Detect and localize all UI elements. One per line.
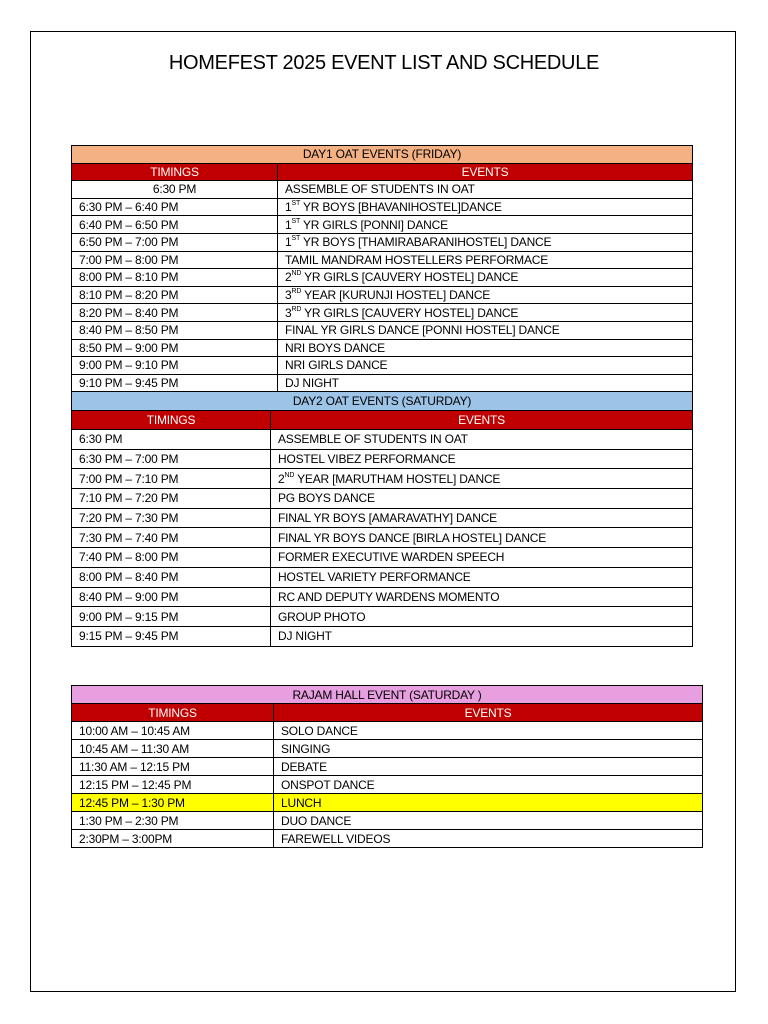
event-text: NRI GIRLS DANCE — [285, 358, 388, 373]
event-cell — [278, 181, 693, 199]
event-cell: DUO DANCE — [274, 812, 703, 830]
event-text: TAMIL MANDRAM HOSTELLERS PERFORMACE — [285, 252, 549, 267]
day2-events-header: EVENTS — [271, 411, 693, 430]
event-text: 3 — [285, 305, 292, 320]
time-cell: 6:30 PM — [72, 430, 271, 450]
time-cell: 8:00 PM – 8:40 PM — [72, 567, 271, 587]
event-cell — [278, 357, 693, 375]
hall-header-row — [72, 704, 703, 722]
table-row — [72, 812, 703, 830]
event-text: FINAL YR BOYS DANCE [BIRLA HOSTEL] DANCE — [278, 530, 547, 545]
time-cell: 9:00 PM – 9:15 PM — [72, 607, 271, 627]
table-row — [72, 216, 693, 234]
day1-timings-header: TIMINGS — [72, 163, 278, 181]
time-cell: 11:30 AM – 12:15 PM — [72, 758, 274, 776]
time-cell: 6:50 PM – 7:00 PM — [72, 233, 278, 251]
hall-heading: RAJAM HALL EVENT (SATURDAY ) — [72, 686, 703, 704]
event-cell — [278, 233, 693, 251]
table-row — [72, 251, 693, 269]
time-cell: 9:15 PM – 9:45 PM — [72, 626, 271, 646]
event-cell — [271, 528, 693, 548]
event-text: ASSEMBLE OF STUDENTS IN OAT — [278, 432, 468, 447]
time-cell: 8:10 PM – 8:20 PM — [72, 286, 278, 304]
table-row — [72, 567, 693, 587]
time-cell: 7:30 PM – 7:40 PM — [72, 528, 271, 548]
event-cell — [278, 198, 693, 216]
ordinal-suffix: ND — [291, 270, 302, 278]
table-row — [72, 776, 703, 794]
day2-timings-header: TIMINGS — [72, 411, 271, 430]
event-text: ASSEMBLE OF STUDENTS IN OAT — [285, 182, 475, 197]
table-row — [72, 304, 693, 322]
day1-section-row — [72, 146, 693, 164]
event-text: HOSTEL VIBEZ PERFORMANCE — [278, 452, 456, 467]
page-title: HOMEFEST 2025 EVENT LIST AND SCHEDULE — [168, 52, 600, 74]
event-cell — [278, 339, 693, 357]
day1-heading: DAY1 OAT EVENTS (FRIDAY) — [72, 146, 693, 164]
time-cell: 8:20 PM – 8:40 PM — [72, 304, 278, 322]
ordinal-suffix: ND — [284, 471, 295, 479]
table-row — [72, 548, 693, 568]
table-row — [72, 339, 693, 357]
table-row — [72, 508, 693, 528]
event-cell — [278, 216, 693, 234]
ordinal-suffix: ST — [291, 235, 301, 243]
event-text: 1 — [285, 235, 292, 250]
table-row — [72, 233, 693, 251]
event-text: RC AND DEPUTY WARDENS MOMENTO — [278, 589, 500, 604]
event-cell — [271, 508, 693, 528]
event-text-rest: YEAR [KURUNJI HOSTEL] DANCE — [301, 288, 491, 303]
ordinal-suffix: ST — [291, 217, 301, 225]
event-cell — [278, 251, 693, 269]
day2-header-row — [72, 411, 693, 430]
event-cell — [271, 469, 693, 489]
table-row — [72, 286, 693, 304]
event-cell — [278, 304, 693, 322]
ordinal-suffix: RD — [291, 305, 302, 313]
event-text-rest: YEAR [MARUTHAM HOSTEL] DANCE — [294, 471, 501, 486]
time-cell: 7:00 PM – 8:00 PM — [72, 251, 278, 269]
time-cell: 9:10 PM – 9:45 PM — [72, 374, 278, 392]
event-text-rest: YR GIRLS [CAUVERY HOSTEL] DANCE — [301, 270, 519, 285]
event-cell: SOLO DANCE — [274, 722, 703, 740]
time-cell: 2:30PM – 3:00PM — [72, 830, 274, 848]
event-text: NRI BOYS DANCE — [285, 340, 385, 355]
event-text: PG BOYS DANCE — [278, 491, 375, 506]
day1-table-body — [72, 146, 693, 392]
time-cell: 6:30 PM – 7:00 PM — [72, 449, 271, 469]
event-cell — [278, 374, 693, 392]
time-cell: 8:00 PM – 8:10 PM — [72, 269, 278, 287]
event-text: DJ NIGHT — [285, 376, 339, 391]
event-text: 3 — [285, 288, 292, 303]
event-text: FINAL YR GIRLS DANCE [PONNI HOSTEL] DANCE — [285, 323, 560, 338]
event-cell — [278, 286, 693, 304]
event-cell — [271, 626, 693, 646]
table-row — [72, 357, 693, 375]
event-cell: SINGING — [274, 740, 703, 758]
event-text: 2 — [278, 471, 285, 486]
rajam-hall-schedule-table — [71, 685, 703, 848]
event-text: FINAL YR BOYS [AMARAVATHY] DANCE — [278, 511, 497, 526]
time-cell: 7:00 PM – 7:10 PM — [72, 469, 271, 489]
table-row — [72, 269, 693, 287]
table-row — [72, 430, 693, 450]
event-text: DJ NIGHT — [278, 629, 332, 644]
table-row — [72, 489, 693, 509]
event-cell — [271, 548, 693, 568]
time-cell: 6:30 PM — [72, 181, 278, 199]
hall-section-row — [72, 686, 703, 704]
table-row — [72, 587, 693, 607]
table-row — [72, 794, 703, 812]
table-row — [72, 449, 693, 469]
event-text: HOSTEL VARIETY PERFORMANCE — [278, 570, 471, 585]
table-row — [72, 626, 693, 646]
event-cell — [271, 430, 693, 450]
event-text: 2 — [285, 270, 292, 285]
event-cell: ONSPOT DANCE — [274, 776, 703, 794]
table-row — [72, 181, 693, 199]
time-cell: 12:15 PM – 12:45 PM — [72, 776, 274, 794]
table-row — [72, 722, 703, 740]
time-cell: 8:40 PM – 8:50 PM — [72, 321, 278, 339]
time-cell: 7:20 PM – 7:30 PM — [72, 508, 271, 528]
day2-heading: DAY2 OAT EVENTS (SATURDAY) — [72, 392, 693, 411]
time-cell: 10:00 AM – 10:45 AM — [72, 722, 274, 740]
day1-events-header: EVENTS — [278, 163, 693, 181]
table-row — [72, 469, 693, 489]
event-text: 1 — [285, 217, 292, 232]
time-cell: 12:45 PM – 1:30 PM — [72, 794, 274, 812]
day1-header-row — [72, 163, 693, 181]
event-text-rest: YR GIRLS [PONNI] DANCE — [300, 217, 448, 232]
hall-table-body — [72, 686, 703, 848]
time-cell: 1:30 PM – 2:30 PM — [72, 812, 274, 830]
event-text-rest: YR BOYS [BHAVANIHOSTEL]DANCE — [300, 200, 502, 215]
table-row — [72, 830, 703, 848]
hall-events-header: EVENTS — [274, 704, 703, 722]
time-cell: 6:30 PM – 6:40 PM — [72, 198, 278, 216]
hall-timings-header: TIMINGS — [72, 704, 274, 722]
time-cell: 7:10 PM – 7:20 PM — [72, 489, 271, 509]
time-cell: 9:00 PM – 9:10 PM — [72, 357, 278, 375]
day2-table-body — [72, 392, 693, 647]
event-text-rest: YR BOYS [THAMIRABARANIHOSTEL] DANCE — [300, 235, 552, 250]
table-row — [72, 374, 693, 392]
time-cell: 8:50 PM – 9:00 PM — [72, 339, 278, 357]
event-cell: DEBATE — [274, 758, 703, 776]
event-cell — [278, 321, 693, 339]
event-cell — [271, 567, 693, 587]
table-row — [72, 740, 703, 758]
day2-schedule-table — [71, 391, 693, 647]
event-text-rest: YR GIRLS [CAUVERY HOSTEL] DANCE — [301, 305, 519, 320]
table-row — [72, 198, 693, 216]
event-text: 1 — [285, 200, 292, 215]
event-text: GROUP PHOTO — [278, 609, 366, 624]
event-cell — [271, 587, 693, 607]
table-row — [72, 321, 693, 339]
event-cell — [271, 607, 693, 627]
event-cell: FAREWELL VIDEOS — [274, 830, 703, 848]
day1-schedule-table — [71, 145, 693, 392]
event-cell — [271, 449, 693, 469]
event-cell — [271, 489, 693, 509]
time-cell: 6:40 PM – 6:50 PM — [72, 216, 278, 234]
table-row — [72, 758, 703, 776]
event-text: FORMER EXECUTIVE WARDEN SPEECH — [278, 550, 505, 565]
time-cell: 10:45 AM – 11:30 AM — [72, 740, 274, 758]
ordinal-suffix: ST — [291, 200, 301, 208]
event-cell — [278, 269, 693, 287]
day2-section-row — [72, 392, 693, 411]
event-cell: LUNCH — [274, 794, 703, 812]
table-row — [72, 607, 693, 627]
time-cell: 8:40 PM – 9:00 PM — [72, 587, 271, 607]
time-cell: 7:40 PM – 8:00 PM — [72, 548, 271, 568]
ordinal-suffix: RD — [291, 288, 302, 296]
table-row — [72, 528, 693, 548]
